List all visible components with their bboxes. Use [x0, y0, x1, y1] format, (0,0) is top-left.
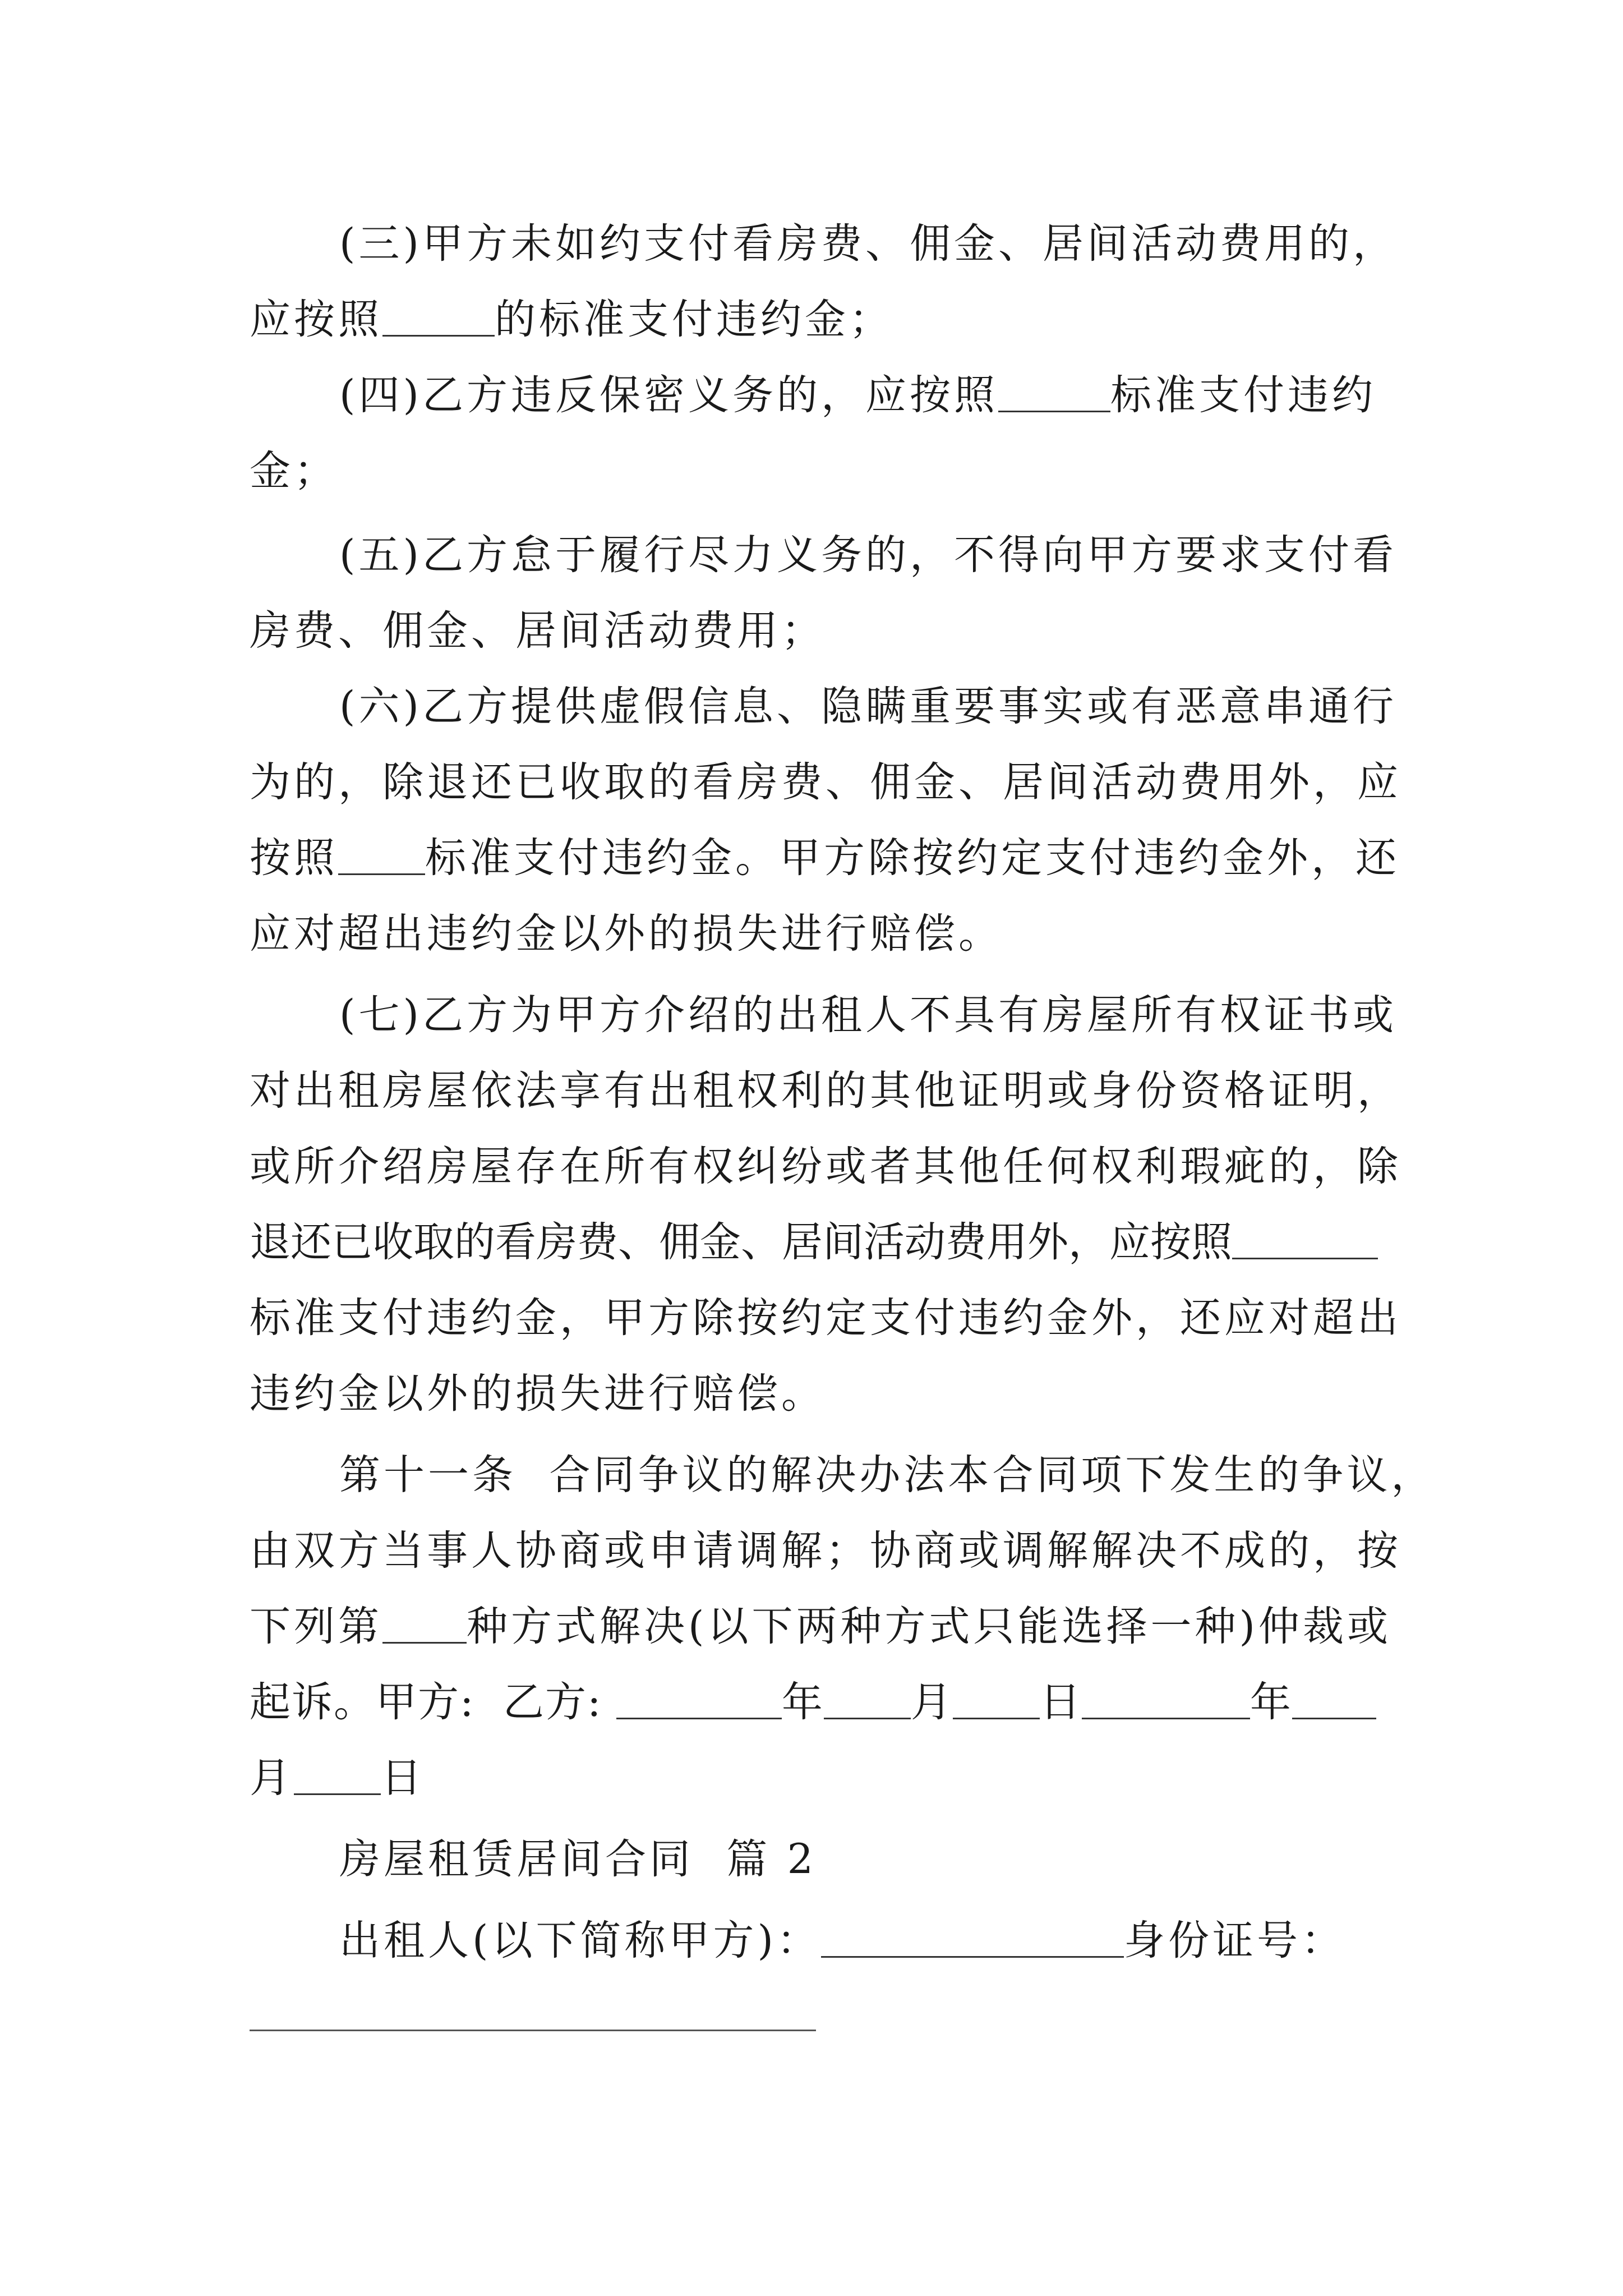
- month-label: 月: [250, 1754, 294, 1802]
- lessor-line: [339, 1902, 1345, 1980]
- clause-3-line-2: [250, 280, 893, 359]
- lessor-label: 出租人(以下简称甲方)：: [339, 1917, 821, 1964]
- clause-6-line-2: 为的，除退还已收取的看房费、佣金、居间活动费用外，应: [250, 758, 1401, 806]
- article-11-line-3: [250, 1588, 1391, 1666]
- clause-6-line-1: (六)乙方提供虚假信息、隐瞒重要事实或有恶意串通行: [339, 683, 1397, 730]
- clause-3-line-1: (三)甲方未如约支付看房费、佣金、居间活动费用的，: [339, 220, 1397, 268]
- blank-field: [616, 1685, 782, 1719]
- clause-6-line-4: 应对超出违约金以外的损失进行赔偿。: [250, 910, 1003, 958]
- month-label: 月: [910, 1678, 953, 1726]
- year-label: 年: [1249, 1678, 1292, 1726]
- blank-field: [998, 378, 1110, 412]
- clause-6-text-b: 标准支付违约金。甲方除按约定支付违约金外，还: [425, 834, 1400, 882]
- blank-field: [1082, 1685, 1250, 1719]
- article-11-signature-line: [250, 1663, 1376, 1742]
- article-11-text-a: 下列第: [250, 1603, 382, 1650]
- clause-7-line-1: (七)乙方为甲方介绍的出租人不具有房屋所有权证书或: [339, 991, 1397, 1039]
- party-labels: 起诉。甲方: 乙方:: [250, 1678, 616, 1726]
- clause-4-text-a: (四)乙方违反保密义务的，应按照: [339, 371, 998, 419]
- clause-7-text-a: 退还已收取的看房费、佣金、居间活动费用外，应按照: [250, 1218, 1232, 1266]
- id-number-label: 身份证号：: [1123, 1917, 1345, 1964]
- clause-3-text-a: 应按照: [250, 296, 382, 343]
- article-11-line-2: 由双方当事人协商或申请调解；协商或调解解决不成的，按: [250, 1527, 1401, 1575]
- blank-field: [294, 1761, 381, 1795]
- clause-4-text-b: 标准支付违约: [1110, 371, 1376, 419]
- clause-7-line-3: 或所介绍房屋存在所有权纠纷或者其他任何权利瑕疵的，除: [250, 1143, 1401, 1190]
- clause-3-text-b: 的标准支付违约金；: [495, 296, 893, 343]
- id-number-blank-line: [250, 2030, 816, 2031]
- article-11-line-1: 第十一条 合同争议的解决办法本合同项下发生的争议，: [339, 1451, 1436, 1499]
- blank-field: [824, 1685, 911, 1719]
- clause-5-line-2: 房费、佣金、居间活动费用；: [250, 607, 826, 655]
- clause-4-line-1: [339, 356, 1376, 435]
- clause-5-line-1: (五)乙方怠于履行尽力义务的，不得向甲方要求支付看: [339, 531, 1397, 579]
- clause-7-line-2: 对出租房屋依法享有出租权利的其他证明或身份资格证明，: [250, 1067, 1401, 1115]
- day-label: 日: [1039, 1678, 1082, 1726]
- article-11-date-line: [250, 1739, 425, 1818]
- lessor-name-field: [821, 1924, 1124, 1958]
- clause-7-line-5: 标准支付违约金，甲方除按约定支付违约金外，还应对超出: [250, 1294, 1401, 1342]
- blank-field: [382, 302, 495, 337]
- blank-field: [953, 1685, 1040, 1719]
- blank-field: [1232, 1225, 1378, 1259]
- article-11-text-b: 种方式解决(以下两种方式只能选择一种)仲裁或: [467, 1603, 1391, 1650]
- clause-7-line-4: [250, 1203, 1378, 1282]
- blank-field: [382, 1609, 467, 1644]
- blank-field: [1292, 1685, 1376, 1719]
- blank-field: [338, 841, 425, 875]
- clause-6-text-a: 按照: [250, 834, 338, 882]
- clause-6-line-3: [250, 819, 1400, 898]
- day-label: 日: [381, 1754, 425, 1802]
- year-label: 年: [781, 1678, 824, 1726]
- section-2-title: 房屋租赁居间合同 篇 2: [339, 1835, 817, 1883]
- clause-7-line-6: 违约金以外的损失进行赔偿。: [250, 1370, 826, 1418]
- clause-4-line-2: 金；: [250, 447, 338, 495]
